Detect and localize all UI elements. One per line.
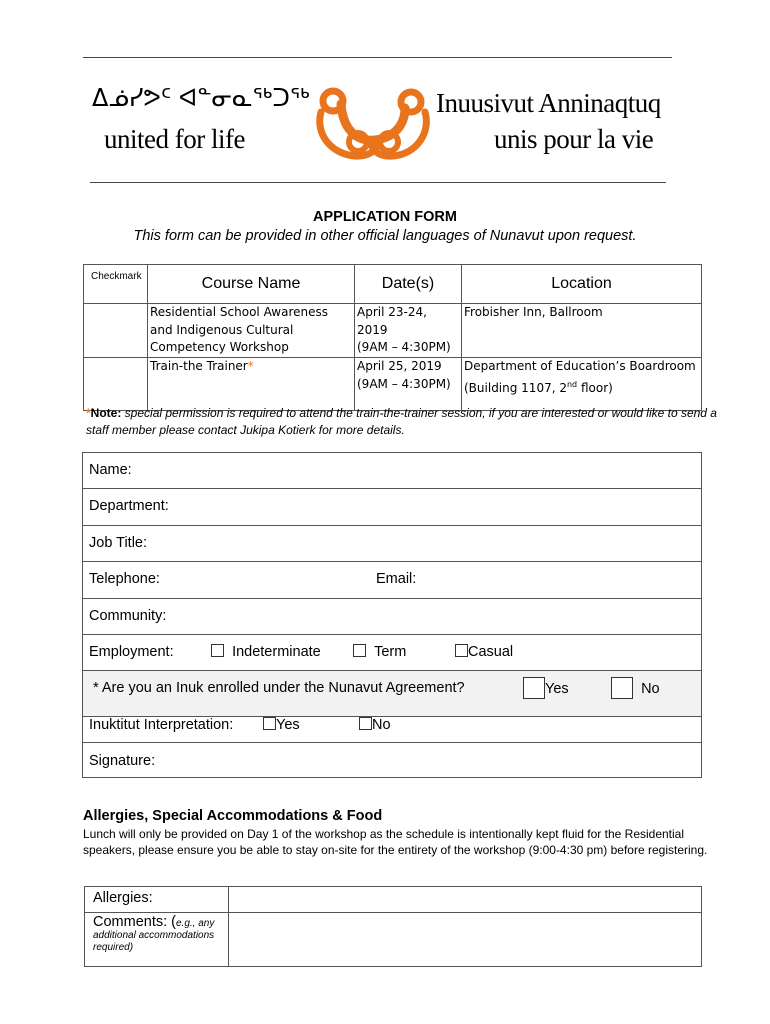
course-name-cell	[148, 358, 355, 411]
location-line: Frobisher Inn, Ballroom	[464, 305, 603, 319]
allergies-table	[84, 886, 702, 967]
orange-embracing-figures-logo-icon	[313, 82, 435, 162]
note-text: special permission is required to attend the train-the-trainer session, if you are interested or would like to send a staff member please contact Jukipa Kotierk for more details.	[86, 406, 717, 437]
comments-label: Comments: (	[93, 914, 176, 930]
table-row	[84, 304, 702, 358]
department-label: Department:	[89, 498, 169, 514]
checkmark-cell-awareness-workshop[interactable]	[84, 304, 148, 358]
time-line: (9AM – 4:30PM)	[357, 376, 451, 391]
signature-label: Signature:	[89, 753, 156, 769]
interpretation-row	[83, 717, 701, 743]
inuk-yes-checkbox[interactable]	[523, 677, 545, 699]
job-title-label: Job Title:	[89, 535, 148, 551]
course-name-line: Residential School Awareness	[150, 305, 329, 319]
form-subtitle: This form can be provided in other official languages of Nunavut upon request.	[133, 228, 637, 244]
telephone-label: Telephone:	[89, 571, 160, 587]
date-line: April 23-24, 2019	[357, 305, 427, 337]
interpretation-label: Inuktitut Interpretation:	[89, 717, 234, 733]
indeterminate-checkbox[interactable]	[211, 644, 224, 657]
location-line: (Building 1107, 2nd floor)	[464, 379, 613, 395]
comments-label-cell	[85, 913, 229, 967]
course-name-cell	[148, 304, 355, 358]
name-row[interactable]	[83, 453, 701, 489]
asterisk-marker: *	[247, 359, 254, 373]
top-rule	[83, 57, 672, 58]
course-name-line: Train-the Trainer*	[150, 359, 254, 373]
department-row[interactable]	[83, 489, 701, 526]
employment-row	[83, 635, 701, 671]
syllabics-title: ᐃᓅᓯᕗᑦ ᐊᓐᓂᓇᖅᑐᖅ	[92, 84, 310, 112]
allergies-heading: Allergies, Special Accommodations & Food	[83, 808, 383, 824]
comments-note: additional accommodations required)	[93, 930, 215, 953]
table-row	[84, 358, 702, 411]
employment-label: Employment:	[89, 644, 174, 660]
allergies-input[interactable]	[229, 887, 702, 913]
time-line: (9AM – 4:30PM)	[357, 340, 451, 354]
lunch-notice: Lunch will only be provided on Day 1 of the workshop as the schedule is intentionally kept fluid for the Residential speakers, please ensure you be able to stay on-site for the entirety of the workshop (9:00-4:30 pm) before registering.	[83, 827, 708, 857]
casual-checkbox[interactable]	[455, 644, 468, 657]
community-row[interactable]	[83, 599, 701, 635]
location-header: Location	[462, 265, 702, 304]
comments-example: e.g., any	[176, 918, 215, 929]
date-line: April 25, 2019	[357, 359, 442, 373]
form-title: APPLICATION FORM	[313, 209, 457, 225]
interpretation-no-checkbox[interactable]	[359, 717, 372, 730]
location-cell	[462, 304, 702, 358]
special-permission-note	[86, 405, 726, 439]
dates-cell	[355, 304, 462, 358]
applicant-info-form	[82, 452, 702, 778]
job-title-row[interactable]	[83, 526, 701, 562]
interpretation-no-option[interactable]: No	[359, 717, 391, 733]
interpretation-yes-checkbox[interactable]	[263, 717, 276, 730]
community-label: Community:	[89, 608, 167, 624]
location-line: Department of Education’s Boardroom	[464, 359, 696, 373]
asterisk-marker: *	[86, 406, 91, 420]
contact-row[interactable]	[83, 562, 701, 599]
dates-cell	[355, 358, 462, 411]
course-name-line: and Indigenous Cultural	[150, 322, 294, 337]
french-tagline: unis pour la vie	[494, 124, 654, 154]
checkmark-cell-train-the-trainer[interactable]	[84, 358, 148, 411]
signature-row[interactable]	[83, 743, 701, 779]
header-bottom-rule	[90, 182, 666, 183]
dates-header: Date(s)	[355, 265, 462, 304]
inuinnaqtun-title: Inuusivut Anninaqtuq	[436, 88, 661, 118]
allergies-label: Allergies:	[85, 887, 229, 913]
course-table	[83, 264, 702, 411]
english-tagline: united for life	[104, 124, 245, 154]
inuk-question: * Are you an Inuk enrolled under the Nunavut Agreement?	[93, 680, 465, 696]
inuk-yes-option[interactable]: Yes	[523, 677, 569, 699]
course-name-header: Course Name	[148, 265, 355, 304]
term-checkbox[interactable]	[353, 644, 366, 657]
table-row	[85, 913, 702, 967]
inuk-no-checkbox[interactable]	[611, 677, 633, 699]
note-label: Note:	[90, 406, 122, 420]
casual-option[interactable]: Casual	[455, 644, 513, 660]
email-label: Email:	[376, 571, 417, 587]
inuk-no-option[interactable]: No	[611, 677, 660, 699]
checkmark-header: Checkmark	[84, 265, 148, 304]
interpretation-yes-option[interactable]: Yes	[263, 717, 300, 733]
course-name-line: Competency Workshop	[150, 340, 289, 354]
course-table-header	[84, 265, 702, 304]
indeterminate-option[interactable]: Indeterminate	[211, 644, 321, 660]
table-row	[85, 887, 702, 913]
location-cell	[462, 358, 702, 411]
term-option[interactable]: Term	[353, 644, 406, 660]
name-label: Name:	[89, 462, 132, 478]
inuk-enrollment-row	[83, 671, 701, 717]
comments-input[interactable]	[229, 913, 702, 967]
